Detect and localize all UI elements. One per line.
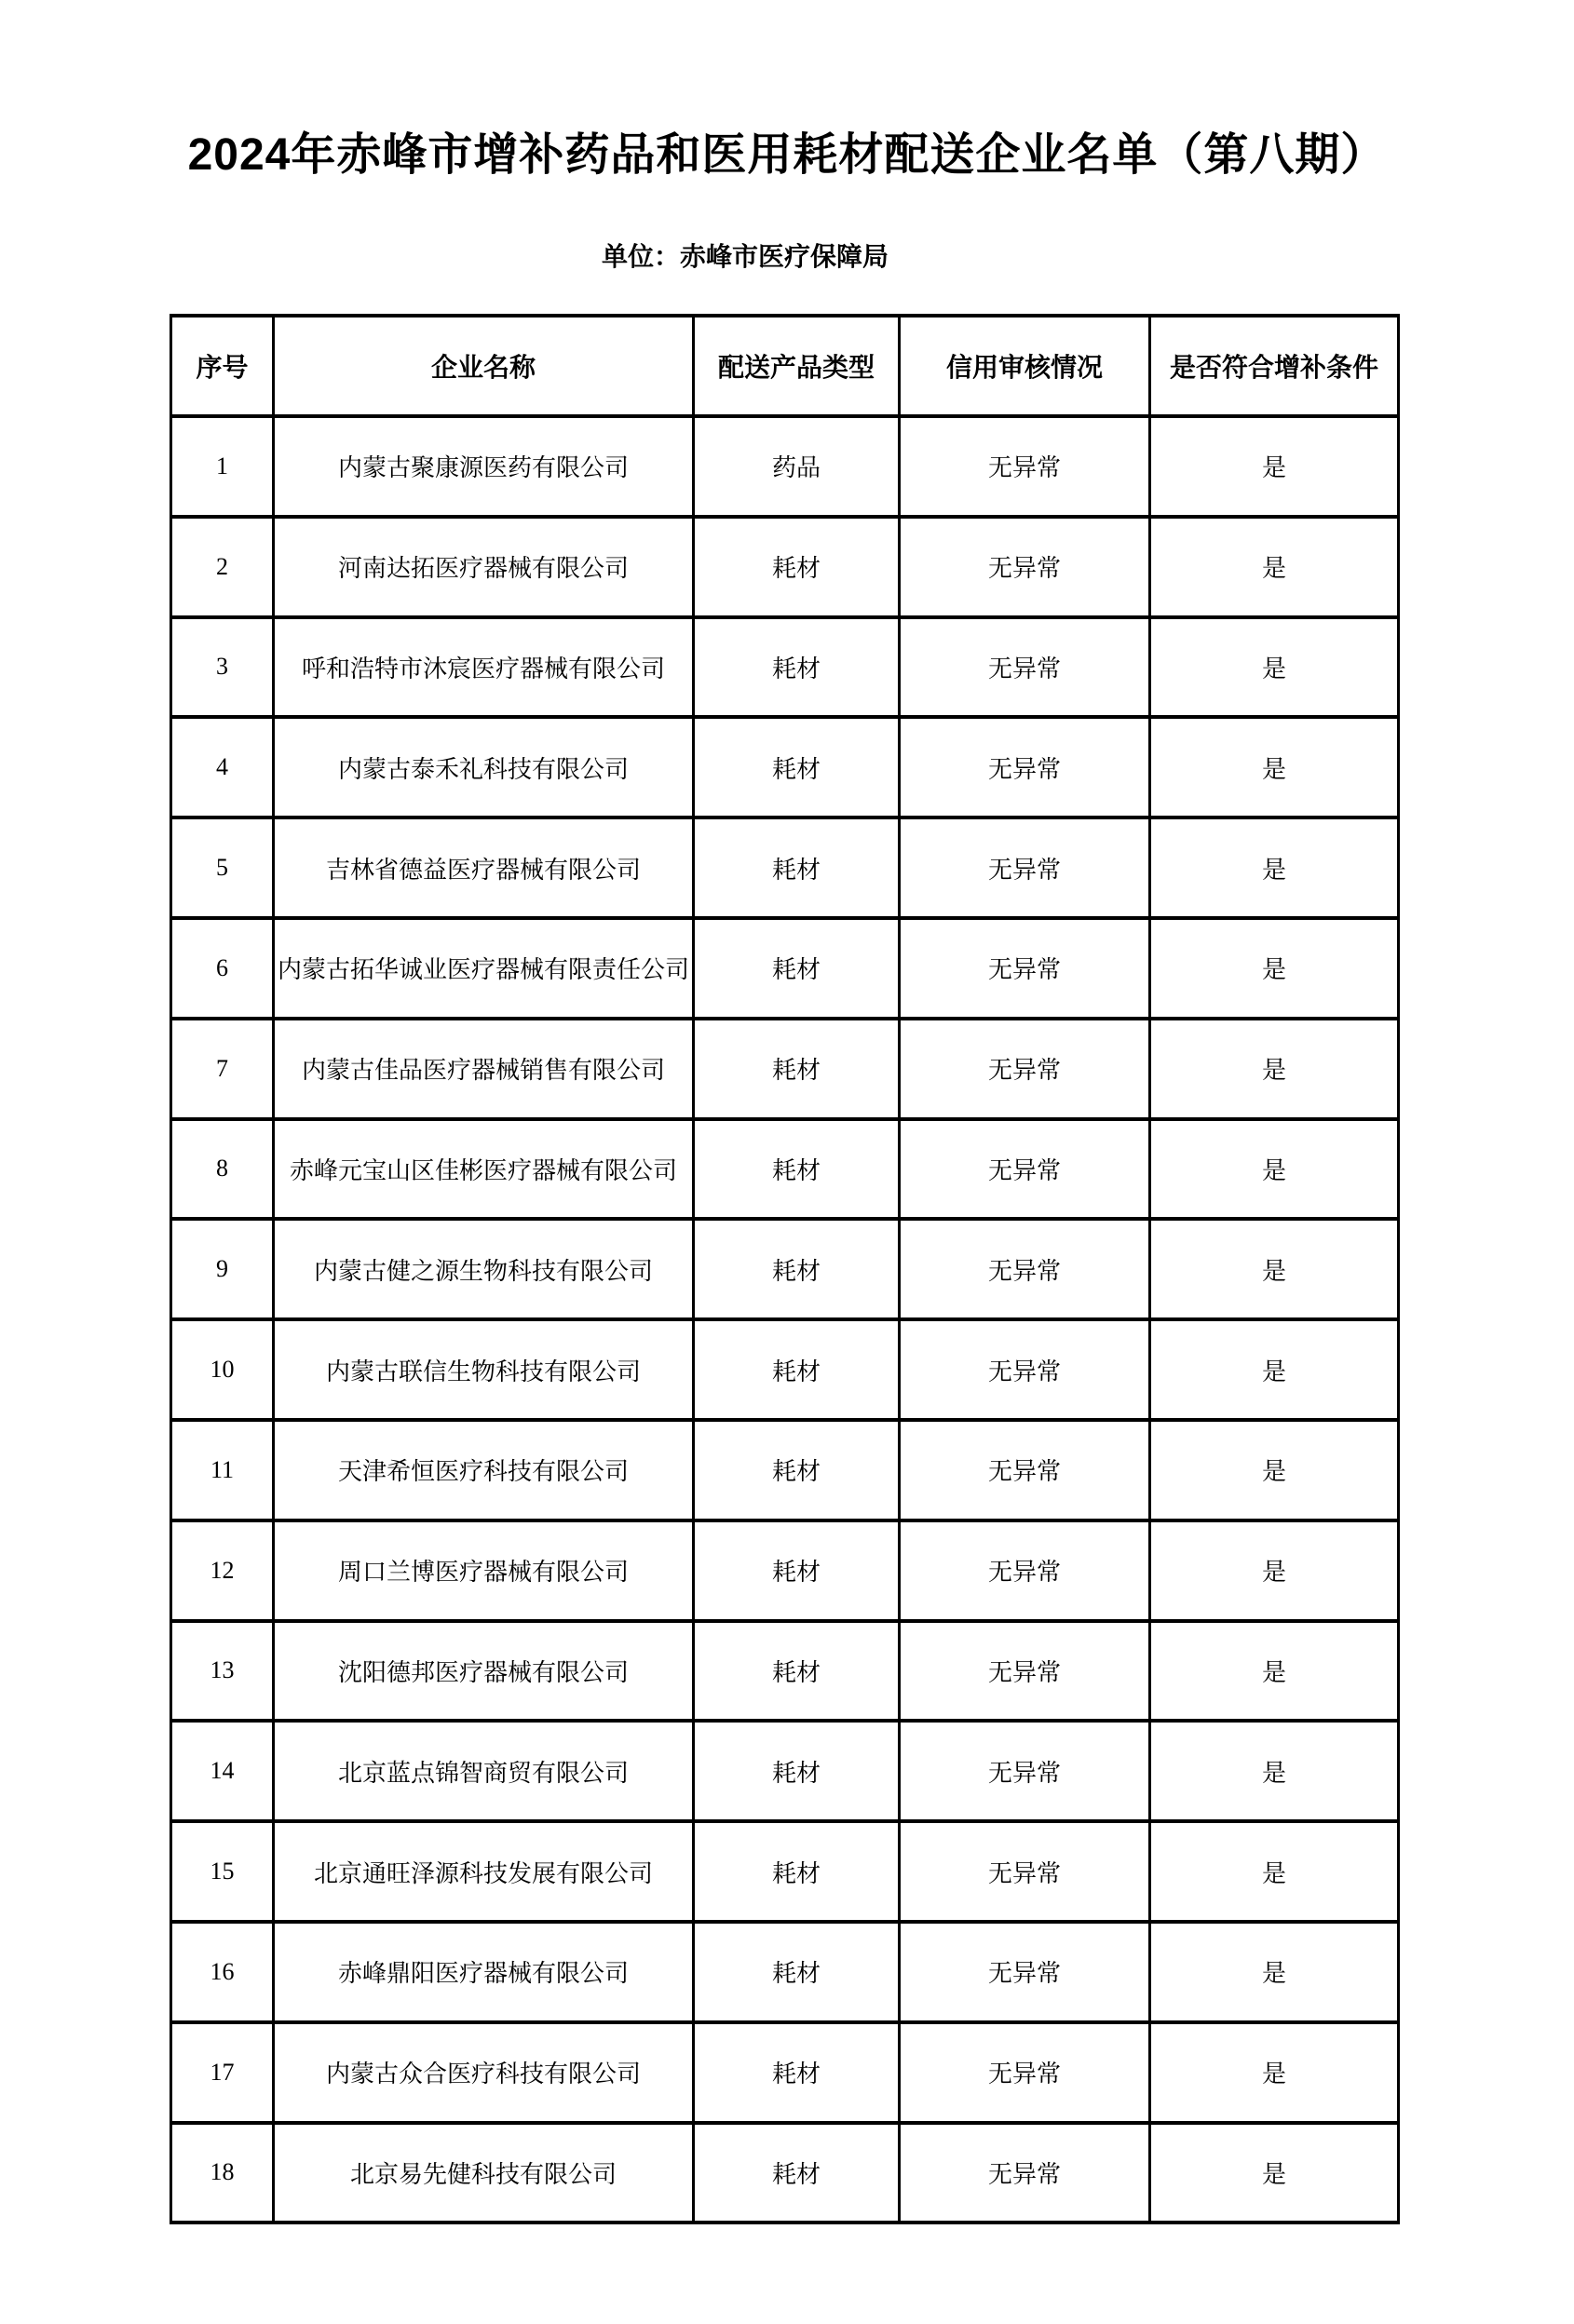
cell-index: 11 (171, 1420, 274, 1520)
enterprise-table (170, 314, 1400, 2224)
cell-credit-status: 无异常 (900, 1621, 1150, 1722)
cell-credit-status: 无异常 (900, 2022, 1150, 2123)
cell-product-type: 耗材 (694, 717, 900, 817)
cell-company: 内蒙古佳品医疗器械销售有限公司 (274, 1019, 694, 1119)
cell-index: 1 (171, 416, 274, 517)
cell-credit-status: 无异常 (900, 517, 1150, 617)
cell-company: 呼和浩特市沐宸医疗器械有限公司 (274, 617, 694, 718)
cell-company: 北京易先健科技有限公司 (274, 2123, 694, 2223)
table-row (171, 1420, 1399, 1520)
cell-product-type: 耗材 (694, 2022, 900, 2123)
table-row (171, 1520, 1399, 1621)
column-header-company: 企业名称 (274, 316, 694, 416)
cell-qualified: 是 (1150, 416, 1399, 517)
cell-company: 北京通旺泽源科技发展有限公司 (274, 1821, 694, 1922)
cell-product-type: 耗材 (694, 1420, 900, 1520)
cell-company: 周口兰博医疗器械有限公司 (274, 1520, 694, 1621)
document-issuer: 单位：赤峰市医疗保障局 (601, 242, 889, 271)
table-row (171, 1922, 1399, 2022)
cell-product-type: 耗材 (694, 1721, 900, 1821)
table-row (171, 717, 1399, 817)
cell-qualified: 是 (1150, 717, 1399, 817)
cell-company: 赤峰鼎阳医疗器械有限公司 (274, 1922, 694, 2022)
cell-index: 5 (171, 817, 274, 918)
cell-credit-status: 无异常 (900, 717, 1150, 817)
cell-company: 内蒙古众合医疗科技有限公司 (274, 2022, 694, 2123)
cell-qualified: 是 (1150, 817, 1399, 918)
cell-product-type: 耗材 (694, 1922, 900, 2022)
cell-index: 4 (171, 717, 274, 817)
cell-company: 天津希恒医疗科技有限公司 (274, 1420, 694, 1520)
cell-qualified: 是 (1150, 1621, 1399, 1722)
cell-credit-status: 无异常 (900, 918, 1150, 1019)
cell-qualified: 是 (1150, 1319, 1399, 1420)
cell-credit-status: 无异常 (900, 416, 1150, 517)
table-row (171, 1621, 1399, 1722)
cell-index: 13 (171, 1621, 274, 1722)
cell-credit-status: 无异常 (900, 1219, 1150, 1319)
cell-index: 2 (171, 517, 274, 617)
table-row (171, 1721, 1399, 1821)
cell-index: 16 (171, 1922, 274, 2022)
cell-credit-status: 无异常 (900, 1721, 1150, 1821)
cell-index: 14 (171, 1721, 274, 1821)
cell-product-type: 耗材 (694, 1821, 900, 1922)
cell-product-type: 耗材 (694, 1219, 900, 1319)
cell-product-type: 耗材 (694, 918, 900, 1019)
cell-product-type: 耗材 (694, 817, 900, 918)
cell-company: 内蒙古聚康源医药有限公司 (274, 416, 694, 517)
cell-qualified: 是 (1150, 517, 1399, 617)
cell-company: 河南达拓医疗器械有限公司 (274, 517, 694, 617)
cell-qualified: 是 (1150, 2123, 1399, 2223)
table-row (171, 1019, 1399, 1119)
table-row (171, 416, 1399, 517)
cell-index: 9 (171, 1219, 274, 1319)
cell-credit-status: 无异常 (900, 1520, 1150, 1621)
table-row (171, 1119, 1399, 1220)
table-row (171, 1821, 1399, 1922)
cell-company: 沈阳德邦医疗器械有限公司 (274, 1621, 694, 1722)
cell-credit-status: 无异常 (900, 1119, 1150, 1220)
table-row (171, 1319, 1399, 1420)
cell-product-type: 耗材 (694, 1119, 900, 1220)
cell-index: 7 (171, 1019, 274, 1119)
table-row (171, 617, 1399, 718)
cell-qualified: 是 (1150, 1821, 1399, 1922)
column-header-qualified: 是否符合增补条件 (1150, 316, 1399, 416)
cell-qualified: 是 (1150, 617, 1399, 718)
table-body (171, 416, 1399, 2223)
column-header-credit-status: 信用审核情况 (900, 316, 1150, 416)
document-title: 2024年赤峰市增补药品和医用耗材配送企业名单（第八期） (187, 130, 1387, 180)
cell-company: 内蒙古健之源生物科技有限公司 (274, 1219, 694, 1319)
cell-product-type: 耗材 (694, 1319, 900, 1420)
cell-product-type: 耗材 (694, 517, 900, 617)
cell-company: 北京蓝点锦智商贸有限公司 (274, 1721, 694, 1821)
cell-qualified: 是 (1150, 1119, 1399, 1220)
table-row (171, 918, 1399, 1019)
cell-qualified: 是 (1150, 2022, 1399, 2123)
cell-index: 17 (171, 2022, 274, 2123)
cell-company: 赤峰元宝山区佳彬医疗器械有限公司 (274, 1119, 694, 1220)
cell-product-type: 药品 (694, 416, 900, 517)
cell-index: 12 (171, 1520, 274, 1621)
cell-index: 6 (171, 918, 274, 1019)
cell-product-type: 耗材 (694, 617, 900, 718)
table-row (171, 517, 1399, 617)
table-row (171, 1219, 1399, 1319)
cell-product-type: 耗材 (694, 1019, 900, 1119)
cell-index: 10 (171, 1319, 274, 1420)
cell-company: 内蒙古联信生物科技有限公司 (274, 1319, 694, 1420)
cell-credit-status: 无异常 (900, 817, 1150, 918)
cell-qualified: 是 (1150, 1420, 1399, 1520)
cell-product-type: 耗材 (694, 1621, 900, 1722)
cell-credit-status: 无异常 (900, 1319, 1150, 1420)
column-header-product-type: 配送产品类型 (694, 316, 900, 416)
cell-company: 内蒙古拓华诚业医疗器械有限责任公司 (274, 918, 694, 1019)
table-row (171, 2022, 1399, 2123)
cell-company: 吉林省德益医疗器械有限公司 (274, 817, 694, 918)
cell-qualified: 是 (1150, 1219, 1399, 1319)
table-row (171, 817, 1399, 918)
cell-qualified: 是 (1150, 1019, 1399, 1119)
table-row (171, 2123, 1399, 2223)
cell-index: 3 (171, 617, 274, 718)
header-row (171, 316, 1399, 416)
cell-credit-status: 无异常 (900, 2123, 1150, 2223)
cell-product-type: 耗材 (694, 1520, 900, 1621)
cell-index: 8 (171, 1119, 274, 1220)
cell-credit-status: 无异常 (900, 1922, 1150, 2022)
cell-index: 15 (171, 1821, 274, 1922)
column-header-index: 序号 (171, 316, 274, 416)
cell-index: 18 (171, 2123, 274, 2223)
cell-credit-status: 无异常 (900, 617, 1150, 718)
cell-qualified: 是 (1150, 1721, 1399, 1821)
table-header (171, 316, 1399, 416)
cell-product-type: 耗材 (694, 2123, 900, 2223)
cell-credit-status: 无异常 (900, 1420, 1150, 1520)
cell-credit-status: 无异常 (900, 1821, 1150, 1922)
cell-company: 内蒙古泰禾礼科技有限公司 (274, 717, 694, 817)
cell-qualified: 是 (1150, 1520, 1399, 1621)
cell-credit-status: 无异常 (900, 1019, 1150, 1119)
cell-qualified: 是 (1150, 918, 1399, 1019)
cell-qualified: 是 (1150, 1922, 1399, 2022)
